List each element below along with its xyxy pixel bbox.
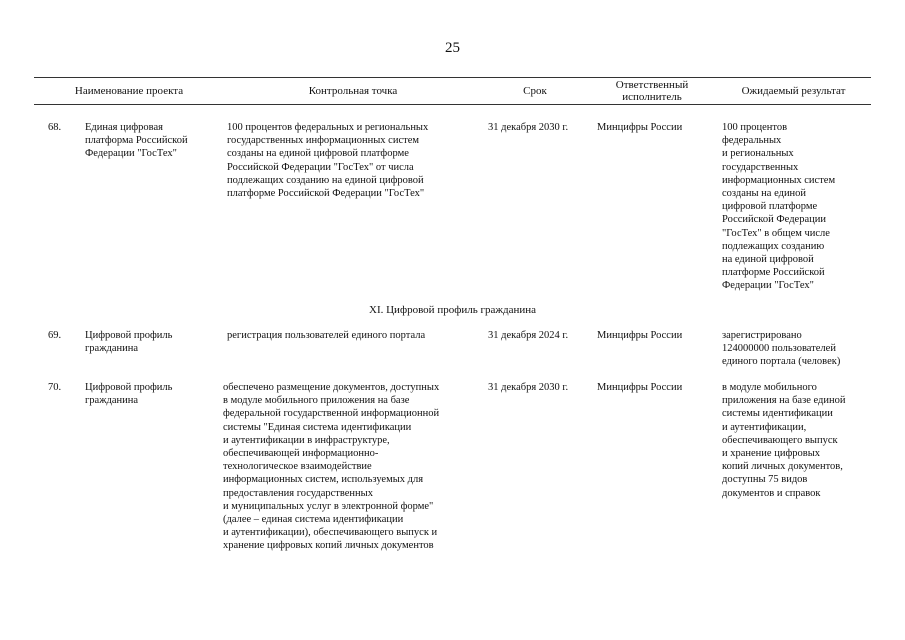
row-project-name: Единая цифровая платформа Российской Федерации "ГосТех" bbox=[85, 122, 188, 160]
row-expected-result: в модуле мобильного приложения на базе единой системы идентификации и аутентификации, обеспечивающего выпуск и хранение цифровых копий личных документов, доступны 75 видов документов и справок bbox=[722, 382, 846, 499]
row-project-name: Цифровой профиль гражданина bbox=[85, 330, 173, 355]
row-expected-result: 100 процентов федеральных и региональных государственных информационных систем созданы на единой цифровой платформе Российской Федерации "ГосТех" в общем числе подлежащих созданию на единой цифровой платформе Российской Федерации "ГосТех" bbox=[722, 122, 836, 292]
row-responsible: Минцифры России bbox=[597, 382, 683, 393]
header-project-name: Наименование проекта bbox=[74, 84, 184, 97]
row-number: 69. bbox=[48, 330, 62, 341]
row-checkpoint: регистрация пользователей единого портала bbox=[227, 330, 426, 341]
row-expected-result: зарегистрировано 124000000 пользователей единого портала (человек) bbox=[722, 330, 841, 368]
page-number: 25 bbox=[445, 40, 460, 56]
row-responsible: Минцифры России bbox=[597, 330, 683, 341]
row-deadline: 31 декабря 2030 г. bbox=[488, 382, 569, 393]
row-number: 70. bbox=[48, 382, 62, 393]
header-bottom-rule bbox=[34, 104, 871, 105]
row-project-name: Цифровой профиль гражданина bbox=[85, 382, 173, 407]
row-deadline: 31 декабря 2024 г. bbox=[488, 330, 569, 341]
header-expected-result: Ожидаемый результат bbox=[741, 84, 846, 97]
header-deadline: Срок bbox=[523, 84, 547, 97]
section-title: XI. Цифровой профиль гражданина bbox=[369, 304, 536, 316]
row-deadline: 31 декабря 2030 г. bbox=[488, 122, 569, 133]
header-checkpoint: Контрольная точка bbox=[308, 84, 398, 97]
row-checkpoint: 100 процентов федеральных и региональных государственных информационных систем созданы на единой цифровой платформе Российской Федерации "ГосТех" от числа подлежащих созданию на единой цифровой платформе Российской Федерации "ГосТех" bbox=[227, 122, 429, 200]
row-responsible: Минцифры России bbox=[597, 122, 683, 133]
header-responsible: Ответственный исполнитель bbox=[615, 78, 689, 103]
row-number: 68. bbox=[48, 122, 62, 133]
row-checkpoint: обеспечено размещение документов, доступных в модуле мобильного приложения на базе федеральной государственной информационной системы "Единая система идентификации и аутентификации в инфраструктуре, обеспечивающей информационно- технологическое взаимодействие информационных систем, используемых для предоставления государственных и муниципальных услуг в электронной форме" (далее – единая система идентификации и аутентификации), обеспечивающего выпуск и хранение цифровых копий личных документов bbox=[223, 382, 440, 552]
